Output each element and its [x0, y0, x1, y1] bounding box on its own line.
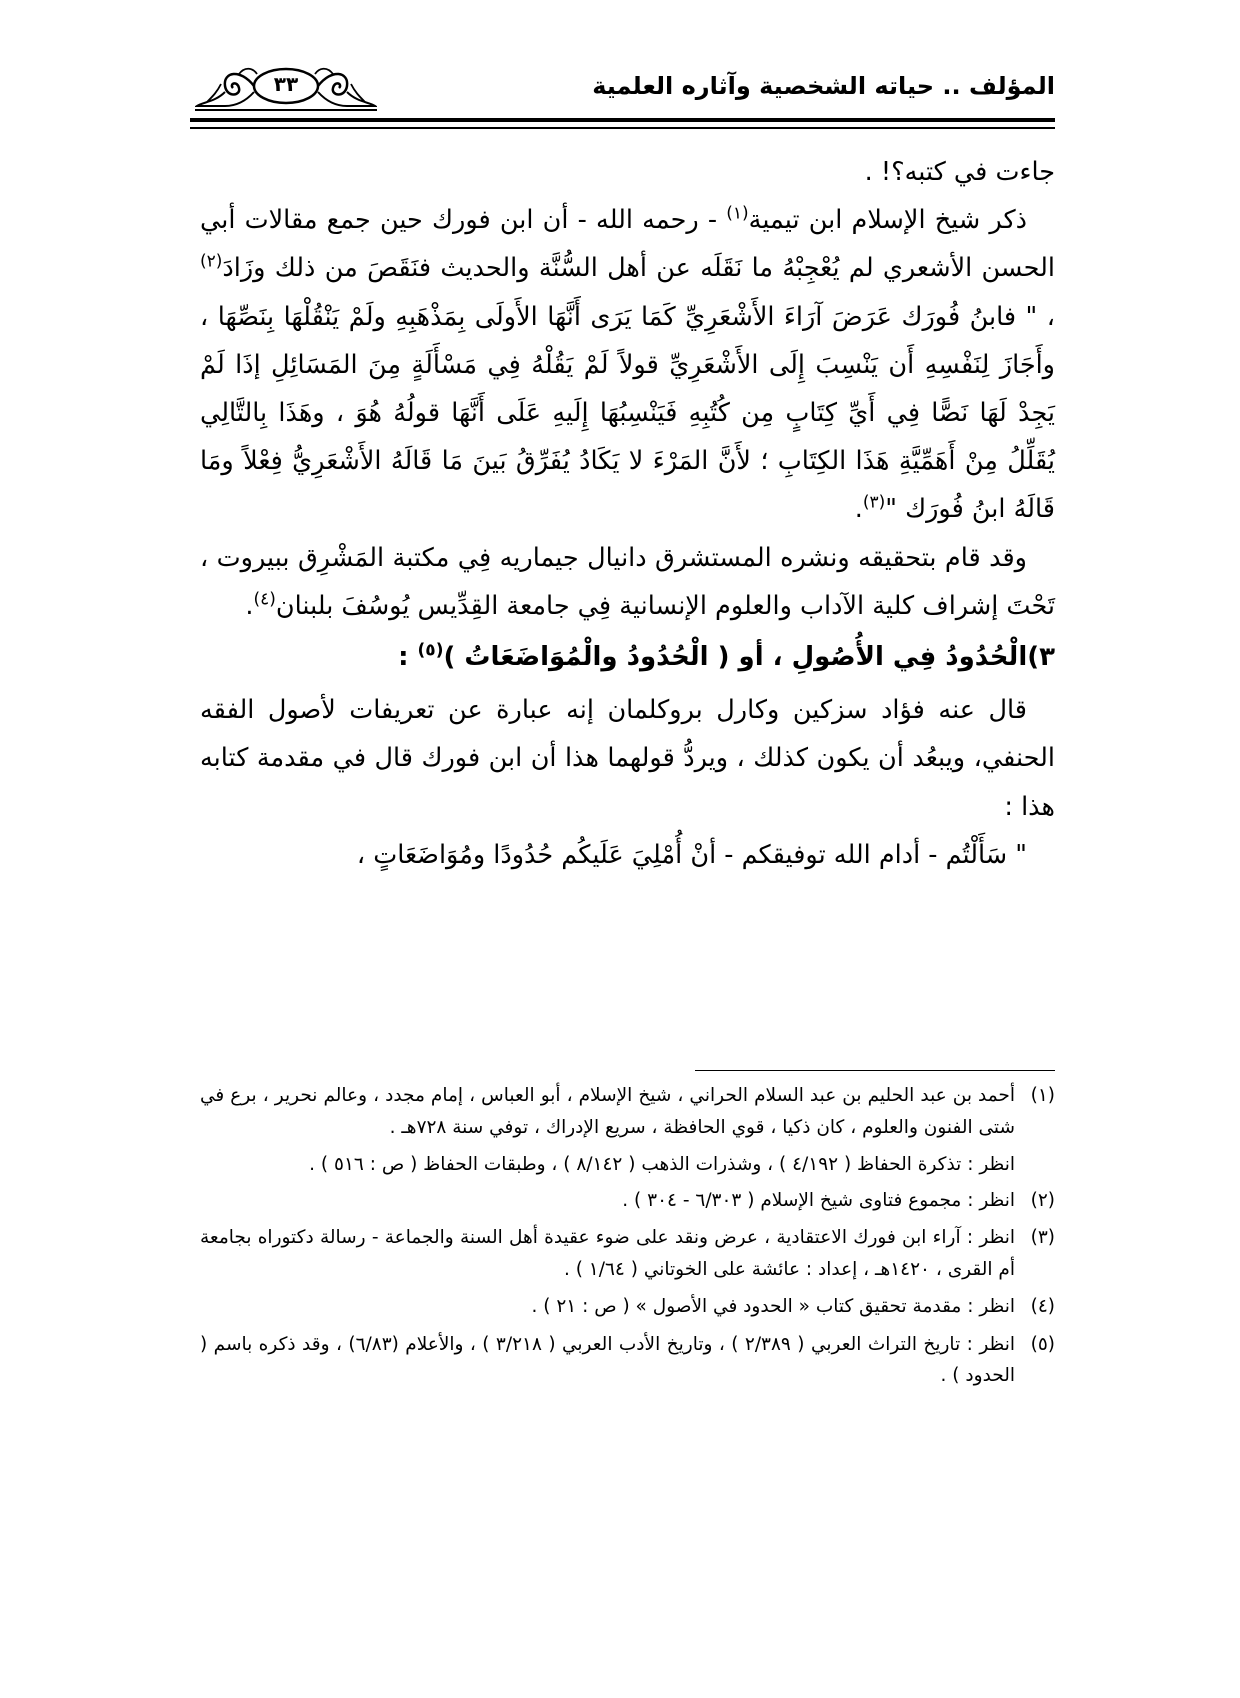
p2-part-d: . — [854, 494, 863, 525]
footnotes — [200, 1080, 1055, 1398]
footnote-1-sources — [200, 1149, 1055, 1181]
footnote-number: (٢) — [1030, 1189, 1055, 1211]
footnote-ref-1[interactable]: (١) — [726, 203, 749, 224]
footnote-ref-4[interactable]: (٤) — [253, 589, 276, 610]
footnote-number: (١) — [1030, 1085, 1055, 1106]
p3-part-a: وقد قام بتحقيقه ونشره المستشرق دانيال جيماريه فِي مكتبة المَشْرِق ببيروت ، تَحْتَ إشراف كلية الآداب والعلوم الإنسانية فِي جامعة القِدِّيس يُوسُفَ بلبنان — [200, 542, 1055, 621]
footnote-ref-2[interactable]: (٢) — [200, 251, 223, 272]
main-text — [200, 148, 1055, 879]
page-number-ornament — [195, 62, 377, 112]
footnote-1 — [200, 1080, 1055, 1143]
page-number: ٣٣ — [273, 72, 299, 96]
paragraph-3 — [200, 534, 1055, 630]
footnote-text: انظر : آراء ابن فورك الاعتقادية ، عرض ونقد على ضوء عقيدة أهل السنة والجماعة - رسالة دكتوراه بجامعة أم القرى ، ١٤٢٠هـ ، إعداد : عائشة على الخوتاني ( ١/٦٤ ) . — [200, 1227, 1015, 1280]
page-header — [195, 62, 1055, 122]
paragraph-5: " سَأَلْتُم - أدام الله توفيقكم - أنْ أُمْلِيَ عَلَيكُم حُدُودًا ومُوَاضَعَاتٍ ، — [356, 839, 1027, 870]
header-rule-thick — [190, 118, 1055, 122]
section-title: الْحُدُودُ فِي الأُصُولِ ، أو ( الْحُدُودُ والْمُوَاضَعَاتُ ) — [443, 642, 1028, 673]
footnote-5 — [200, 1329, 1055, 1392]
footnote-number: (٣) — [1030, 1227, 1055, 1248]
footnote-ref-3[interactable]: (٣) — [862, 492, 886, 513]
footnote-number: (٤) — [1030, 1296, 1055, 1317]
footnote-3 — [200, 1222, 1055, 1285]
p2-part-a: ذكر شيخ الإسلام ابن تيمية — [748, 205, 1027, 236]
running-title: المؤلف .. حياته الشخصية وآثاره العلمية — [592, 72, 1055, 100]
footnote-ref-5[interactable]: (٥) — [417, 640, 444, 661]
footnote-2 — [200, 1185, 1055, 1217]
section-colon: : — [398, 642, 418, 673]
footnote-number: (٥) — [1030, 1333, 1055, 1355]
header-rule-thin — [190, 127, 1055, 129]
footnote-text: أحمد بن عبد الحليم بن عبد السلام الحراني ، شيخ الإسلام ، أبو العباس ، إمام مجدد ، وعالم نحرير ، برع في شتى الفنون والعلوم ، كان ذكيا ، قوي الحافظة ، سريع الإدراك ، توفي سنة ٧٢٨هـ . — [200, 1085, 1015, 1138]
footnote-text: انظر : تذكرة الحفاظ ( ٤/١٩٢ ) ، وشذرات الذهب ( ٨/١٤٢ ) ، وطبقات الحفاظ ( ص : ٥١٦ ) . — [309, 1154, 1015, 1175]
footnote-4 — [200, 1291, 1055, 1323]
p3-part-b: . — [245, 590, 254, 621]
paragraph-2 — [200, 196, 1055, 533]
section-heading — [200, 633, 1055, 681]
footnote-text: انظر : مجموع فتاوى شيخ الإسلام ( ٦/٣٠٣ - ٣٠٤ ) . — [622, 1189, 1015, 1211]
footnote-separator — [695, 1070, 1055, 1071]
paragraph-4: قال عنه فؤاد سزكين وكارل بروكلمان إنه عبارة عن تعريفات لأصول الفقه الحنفي، ويبعُد أن يكون كذلك ، ويردُّ قولهما هذا أن ابن فورك قال في مقدمة كتابه هذا : — [200, 695, 1055, 822]
footnote-text: انظر : مقدمة تحقيق كتاب « الحدود في الأصول » ( ص : ٢١ ) . — [531, 1296, 1015, 1317]
p2-part-c: ، " فابنُ فُورَك عَرَضَ آرَاءَ الأَشْعَرِيِّ كَمَا يَرَى أَنَّهَا الأَولَى بِمَذْهَبِهِ ولَمْ يَنْقُلْهَا بِنَصِّهَا ، وأَجَازَ لِنَفْسِهِ أَن يَنْسِبَ إِلَى الأَشْعَرِيِّ قولاً لَمْ يَقُلْهُ فِي مَسْأَلَةٍ مِنَ المَسَائِلِ إذَا لَمْ يَجِدْ لَهَا نَصًّا فِي أَيِّ كِتَابٍ مِن كُتُبِهِ فَيَنْسِبُهَا إِلَيهِ عَلَى أَنَّهَا قولُهُ هُوَ ، وهَذَا بِالتَّالِي يُقَلِّلُ مِنْ أَهَمِّيَّةِ هَذَا الكِتَابِ ؛ لأَنَّ المَرْءَ لا يَكَادُ يُفَرِّقُ بَينَ مَا قَالَهُ الأَشْعَرِيُّ فِعْلاً ومَا قَالَهُ ابنُ فُورَك " — [200, 301, 1055, 525]
section-number: ٣) — [1027, 642, 1055, 673]
footnote-text: انظر : تاريخ التراث العربي ( ٢/٣٨٩ ) ، وتاريخ الأدب العربي ( ٣/٢١٨ ) ، والأعلام (٦/٨٣) ، وقد ذكره باسم ( الحدود ) . — [200, 1333, 1015, 1386]
p2-part-b: - رحمه الله - أن ابن فورك حين جمع مقالات أبي الحسن الأشعري لم يُعْجِبْهُ ما نَقَلَه عن أهل السُّنَّة والحديث فنَقَصَ من ذلك وزَادَ — [200, 205, 1055, 284]
paragraph-1: جاءت في كتبه؟! . — [864, 157, 1055, 187]
